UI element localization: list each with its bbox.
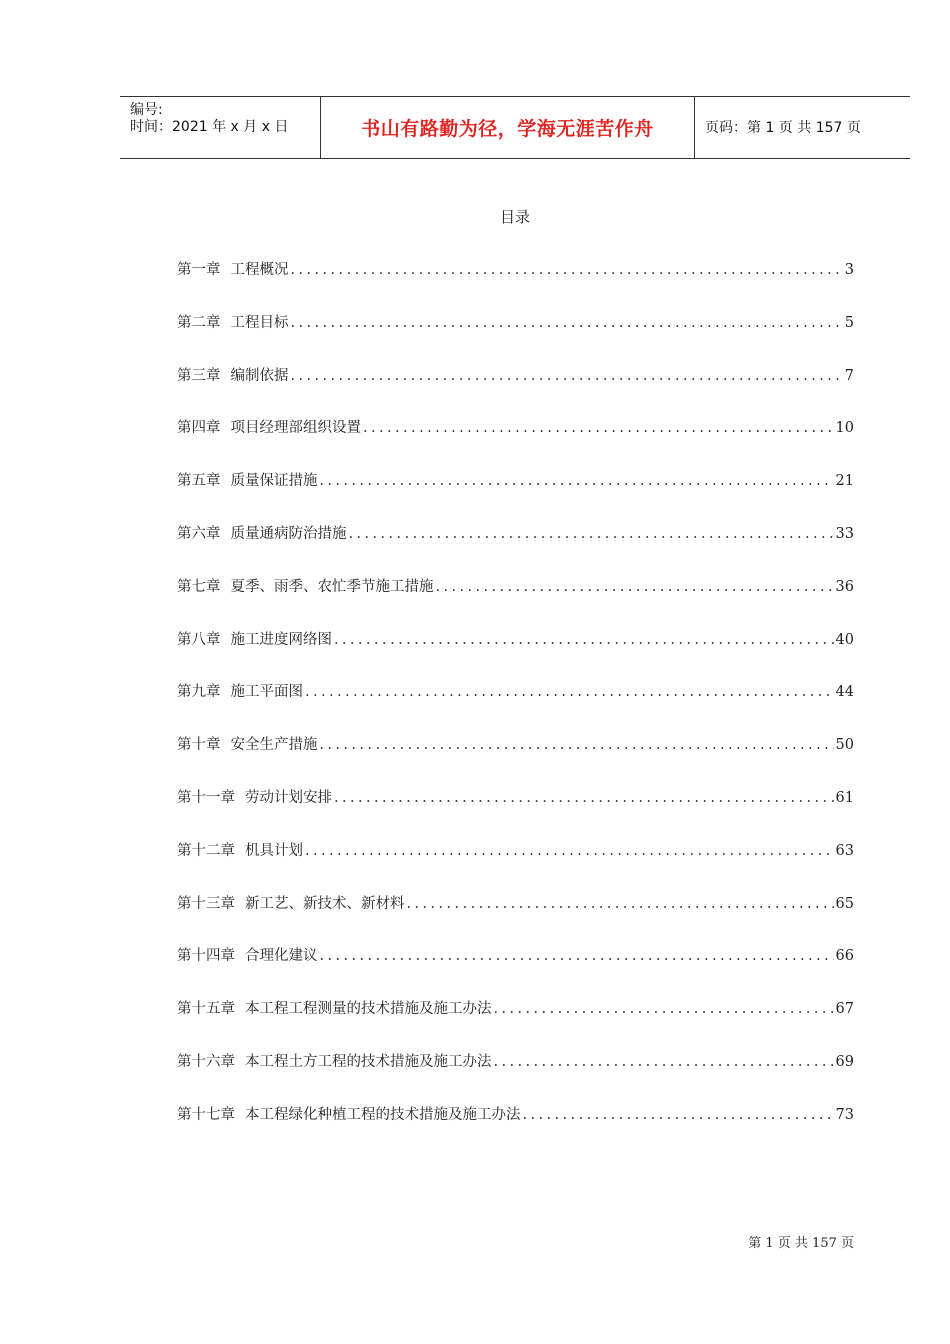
toc-chapter-number: 第十七章 (177, 1106, 235, 1123)
toc-leader-dots (291, 262, 843, 278)
toc-chapter-title: 工程目标 (230, 314, 289, 331)
toc-chapter-title: 工程概况 (230, 262, 289, 278)
toc-chapter-title: 编制依据 (230, 367, 289, 384)
toc-chapter-title: 合理化建议 (245, 948, 318, 965)
toc-entry[interactable] (177, 416, 854, 469)
time-label: 时间：2021 年 x 月 x 日 (130, 119, 289, 135)
toc-leader-dots (320, 473, 834, 489)
toc-leader-dots (320, 737, 834, 753)
toc-chapter-title: 机具计划 (245, 842, 303, 859)
toc-page-number: 65 (835, 895, 854, 912)
toc-page-number: 66 (835, 948, 854, 965)
toc-chapter-number: 第十章 (177, 737, 221, 754)
toc-chapter-number: 第三章 (177, 367, 221, 384)
toc-page-number: 73 (835, 1106, 854, 1123)
document-header (120, 96, 910, 159)
toc-chapter-title: 质量保证措施 (230, 473, 318, 490)
toc-chapter-number: 第四章 (177, 420, 221, 437)
toc-chapter-title: 施工平面图 (230, 684, 303, 701)
toc-page-number: 40 (835, 631, 854, 648)
toc-entry[interactable] (177, 311, 854, 364)
toc-entry[interactable] (177, 997, 854, 1050)
toc-chapter-title: 劳动计划安排 (245, 789, 332, 806)
toc-leader-dots (363, 420, 834, 436)
toc-chapter-number: 第七章 (177, 578, 221, 595)
toc-leader-dots (407, 896, 834, 912)
toc-leader-dots (523, 1107, 834, 1123)
header-motto-cell (321, 97, 695, 158)
footer-page-number: 第 1 页 共 157 页 (748, 1236, 854, 1251)
toc-leader-dots (305, 684, 834, 700)
toc-chapter-number: 第十五章 (177, 1001, 235, 1018)
toc-chapter-title: 本工程工程测量的技术措施及施工办法 (245, 1001, 492, 1018)
toc-entry[interactable] (177, 733, 854, 786)
toc-leader-dots (349, 526, 834, 542)
toc-chapter-number: 第五章 (177, 473, 221, 490)
toc-page-number: 10 (835, 420, 854, 437)
toc-entry[interactable] (177, 839, 854, 892)
header-motto: 书山有路勤为径，学海无涯苦作舟 (361, 118, 654, 140)
toc-leader-dots (334, 632, 834, 648)
toc-entry[interactable] (177, 258, 854, 311)
toc-page-number: 44 (835, 684, 854, 701)
toc-entry[interactable] (177, 786, 854, 839)
toc-page-number: 36 (835, 578, 854, 595)
toc-entry[interactable] (177, 680, 854, 733)
toc-leader-dots (320, 948, 834, 964)
toc-page-number: 33 (835, 525, 854, 542)
toc-title: 目录 (499, 208, 530, 226)
toc-chapter-number: 第十一章 (177, 789, 235, 806)
toc-entry[interactable] (177, 469, 854, 522)
header-info-cell (120, 97, 321, 158)
header-page-number: 页码：第 1 页 共 157 页 (705, 120, 861, 136)
toc-leader-dots (291, 368, 843, 384)
toc-page-number: 63 (835, 842, 854, 859)
toc-chapter-number: 第八章 (177, 631, 221, 648)
toc-page-number: 50 (835, 737, 854, 754)
toc-leader-dots (305, 843, 834, 859)
serial-number-label: 编号: (130, 102, 163, 118)
toc-chapter-title: 施工进度网络图 (230, 631, 332, 648)
toc-page-number: 67 (835, 1001, 854, 1018)
toc-chapter-number: 第十六章 (177, 1053, 235, 1070)
toc-leader-dots (334, 790, 834, 806)
toc-chapter-title: 本工程土方工程的技术措施及施工办法 (245, 1053, 492, 1070)
header-page-cell (695, 97, 910, 158)
toc-chapter-number: 第一章 (177, 262, 221, 278)
toc-page-number: 21 (835, 473, 854, 490)
toc-page-number: 3 (844, 262, 854, 278)
toc-entry[interactable] (177, 1050, 854, 1103)
toc-chapter-title: 安全生产措施 (230, 737, 318, 754)
toc-chapter-number: 第十二章 (177, 842, 235, 859)
toc-leader-dots (494, 1001, 834, 1017)
toc-chapter-number: 第二章 (177, 314, 221, 331)
toc-page-number: 7 (844, 367, 854, 384)
toc-leader-dots (494, 1054, 834, 1070)
toc-chapter-number: 第十三章 (177, 895, 235, 912)
toc-entry[interactable] (177, 892, 854, 945)
toc-entry[interactable] (177, 944, 854, 997)
toc-chapter-title: 新工艺、新技术、新材料 (245, 895, 405, 912)
toc-leader-dots (436, 579, 834, 595)
toc-page-number: 69 (835, 1053, 854, 1070)
toc-entry[interactable] (177, 522, 854, 575)
toc-chapter-title: 夏季、雨季、农忙季节施工措施 (230, 578, 434, 595)
toc-leader-dots (291, 315, 843, 331)
toc-page-number: 5 (844, 314, 854, 331)
toc-page-number: 61 (835, 789, 854, 806)
toc-chapter-number: 第九章 (177, 684, 221, 701)
toc-chapter-title: 本工程绿化种植工程的技术措施及施工办法 (245, 1106, 521, 1123)
toc-entry[interactable] (177, 575, 854, 628)
toc-chapter-title: 质量通病防治措施 (230, 525, 347, 542)
toc-entry[interactable] (177, 628, 854, 681)
toc-chapter-number: 第十四章 (177, 948, 235, 965)
toc-chapter-title: 项目经理部组织设置 (230, 420, 361, 437)
toc-entry[interactable] (177, 1103, 854, 1156)
toc-chapter-number: 第六章 (177, 525, 221, 542)
toc-entry[interactable] (177, 364, 854, 417)
table-of-contents (177, 258, 854, 1156)
